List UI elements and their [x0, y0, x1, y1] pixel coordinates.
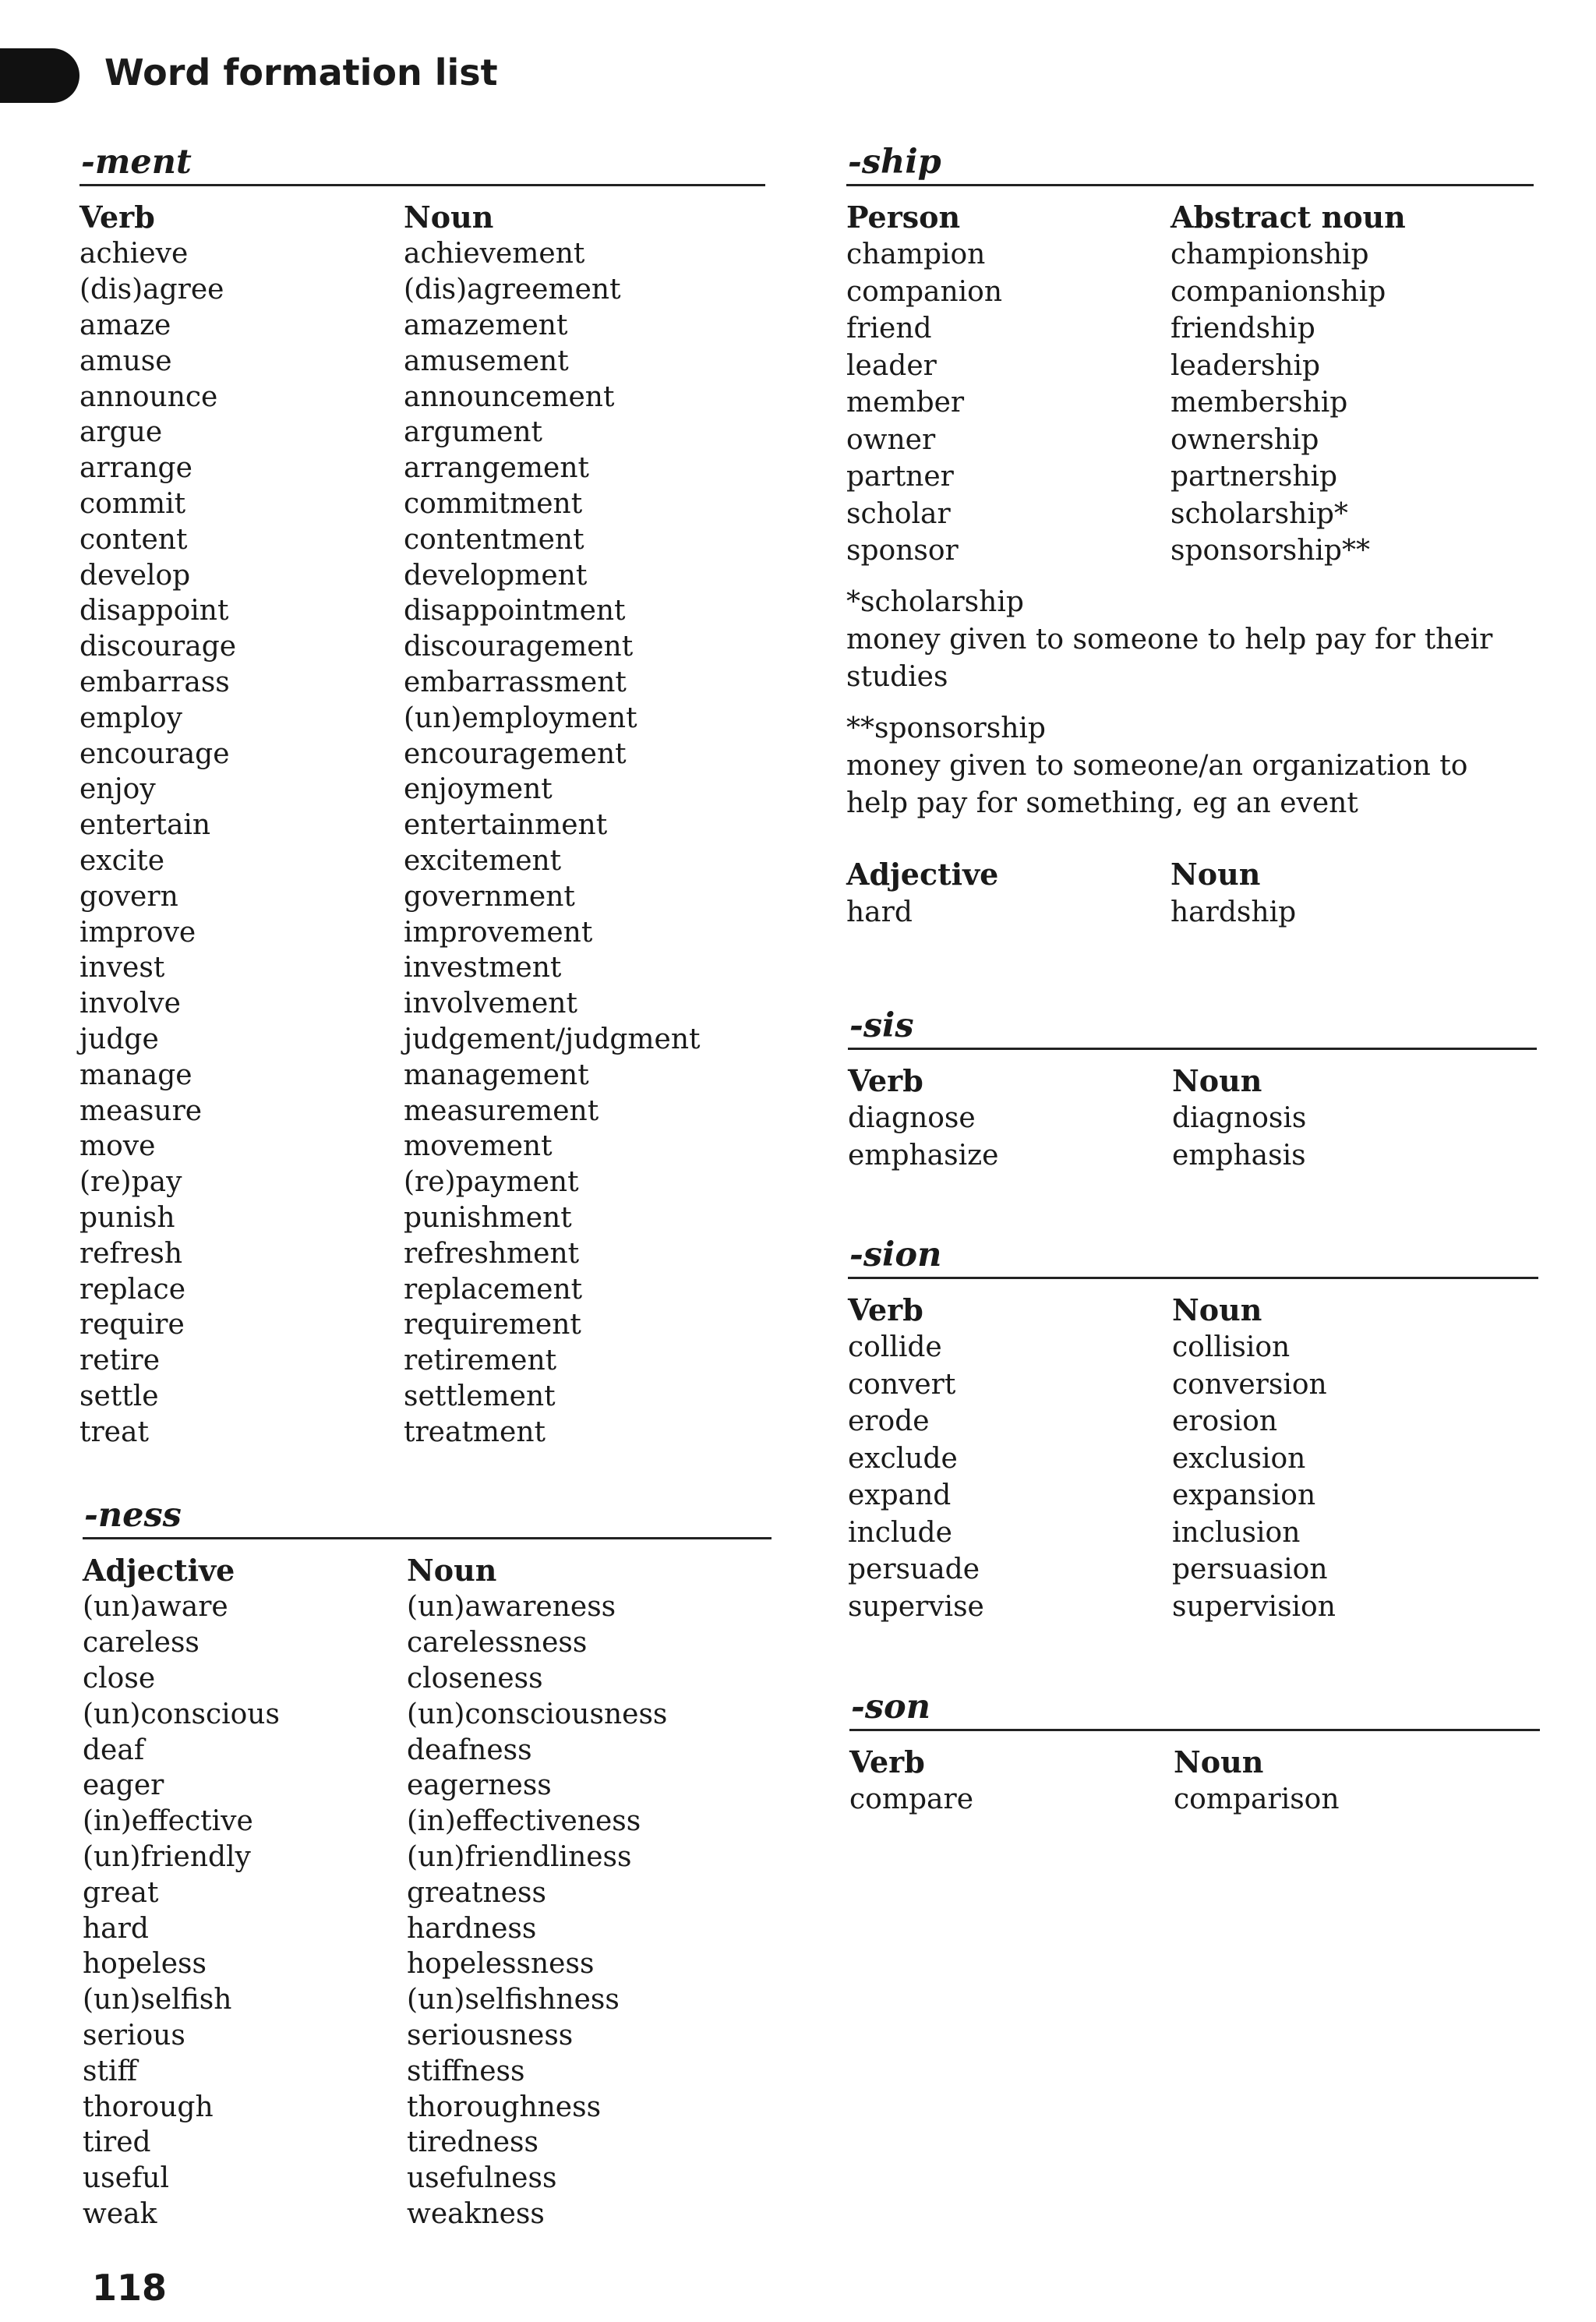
word-row	[83, 1661, 772, 1697]
section-title: -ness	[84, 1496, 182, 1535]
word-row	[79, 272, 765, 308]
word-row	[848, 1329, 1538, 1366]
base-word: enjoy	[79, 773, 156, 806]
derived-word: thoroughness	[407, 2091, 602, 2123]
word-row	[79, 236, 765, 272]
base-word: champion	[846, 239, 986, 271]
derived-word: friendship	[1171, 313, 1315, 345]
base-word: replace	[79, 1273, 186, 1306]
derived-word: supervision	[1172, 1590, 1336, 1623]
base-word: companion	[846, 275, 1003, 308]
word-list	[848, 1329, 1538, 1625]
word-row	[79, 1057, 765, 1093]
word-row	[79, 736, 765, 772]
base-word: supervise	[848, 1590, 984, 1623]
section-title: -sis	[849, 1006, 914, 1045]
base-word: persuade	[848, 1553, 980, 1586]
derived-word: emphasis	[1172, 1139, 1306, 1172]
section-rule	[79, 184, 765, 186]
word-row	[79, 308, 765, 344]
base-word: stiff	[83, 2055, 138, 2087]
derived-word: requirement	[404, 1309, 581, 1341]
derived-word: greatness	[407, 1876, 546, 1909]
base-word: (un)aware	[83, 1591, 228, 1624]
base-word: require	[79, 1309, 185, 1341]
word-row	[846, 348, 1534, 385]
word-row	[846, 310, 1534, 348]
word-row	[848, 1403, 1538, 1440]
word-row	[79, 950, 765, 986]
footnote-label: **sponsorship	[846, 712, 1046, 744]
base-word: weak	[83, 2197, 157, 2230]
word-row	[848, 1100, 1537, 1137]
base-word: thorough	[83, 2091, 214, 2123]
word-list	[848, 1100, 1537, 1174]
base-word: measure	[79, 1094, 203, 1127]
base-word: (un)selfish	[83, 1984, 232, 2016]
section-son	[849, 1687, 1540, 1818]
base-word: tired	[83, 2126, 151, 2159]
base-word: govern	[79, 880, 178, 913]
section-ship	[846, 142, 1534, 931]
derived-word: punishment	[404, 1201, 572, 1234]
derived-word: improvement	[404, 916, 593, 949]
word-row	[79, 986, 765, 1022]
column-header: Adjective	[846, 857, 999, 892]
derived-word: enjoyment	[404, 773, 553, 806]
word-row	[79, 808, 765, 843]
word-row	[79, 486, 765, 522]
base-word: move	[79, 1130, 156, 1163]
section-rule	[848, 1277, 1538, 1279]
base-word: manage	[79, 1059, 192, 1091]
derived-word: disappointment	[404, 595, 626, 627]
derived-word: collision	[1172, 1331, 1291, 1364]
derived-word: hopelessness	[407, 1948, 595, 1981]
base-word: hopeless	[83, 1948, 207, 1981]
base-word: develop	[79, 559, 191, 592]
base-word: owner	[846, 423, 936, 456]
derived-word: (un)awareness	[407, 1591, 616, 1624]
word-row	[79, 343, 765, 379]
base-word: retire	[79, 1345, 161, 1377]
word-row	[79, 772, 765, 808]
derived-word: judgement/judgment	[404, 1023, 701, 1055]
base-word: careless	[83, 1627, 200, 1659]
base-word: announce	[79, 380, 218, 413]
word-row	[848, 1477, 1538, 1514]
word-list	[846, 236, 1534, 570]
column-headers	[849, 1742, 1540, 1781]
base-word: (re)pay	[79, 1166, 182, 1199]
base-word: leader	[846, 349, 937, 382]
word-row	[83, 1804, 772, 1840]
derived-word: tiredness	[407, 2126, 538, 2159]
derived-word: hardness	[407, 1912, 537, 1945]
section-title: -son	[851, 1688, 930, 1726]
base-word: achieve	[79, 238, 189, 270]
base-word: exclude	[848, 1442, 958, 1475]
base-word: involve	[79, 988, 181, 1020]
derived-word: (un)selfishness	[407, 1984, 620, 2016]
derived-word: embarrassment	[404, 666, 627, 698]
word-row	[79, 914, 765, 950]
derived-word: replacement	[404, 1273, 583, 1306]
base-word: amuse	[79, 345, 172, 377]
word-row	[79, 665, 765, 701]
derived-word: entertainment	[404, 809, 608, 842]
section-ment	[79, 142, 765, 1450]
section-rule	[848, 1048, 1537, 1050]
word-row	[83, 2018, 772, 2054]
derived-word: involvement	[404, 988, 577, 1020]
base-word: discourage	[79, 631, 237, 663]
column-headers	[83, 1550, 772, 1589]
word-row	[846, 894, 1534, 931]
base-word: friend	[846, 313, 932, 345]
section-title: -ment	[81, 143, 192, 182]
base-word: convert	[848, 1368, 956, 1401]
base-word: useful	[83, 2162, 169, 2195]
word-list	[849, 1781, 1540, 1818]
word-row	[83, 1840, 772, 1875]
word-row	[79, 1022, 765, 1058]
footnote-text: money given to someone/an organization to help pay for something, eg an event	[846, 749, 1468, 819]
base-word: argue	[79, 416, 163, 449]
base-word: excite	[79, 844, 165, 877]
base-word: great	[83, 1876, 159, 1909]
section-ness	[83, 1495, 772, 2232]
derived-word: encouragement	[404, 737, 627, 770]
base-word: arrange	[79, 452, 192, 485]
word-row	[848, 1137, 1537, 1175]
derived-word: announcement	[404, 380, 615, 413]
derived-word: erosion	[1172, 1405, 1278, 1438]
derived-word: (dis)agreement	[404, 274, 621, 306]
derived-word: measurement	[404, 1094, 599, 1127]
column-header: Noun	[407, 1552, 497, 1588]
word-row	[79, 415, 765, 451]
word-row	[79, 451, 765, 486]
word-row	[83, 1625, 772, 1661]
column-header: Verb	[79, 199, 155, 235]
derived-word: excitement	[404, 844, 562, 877]
derived-word: seriousness	[407, 2019, 574, 2052]
derived-word: commitment	[404, 487, 583, 520]
base-word: entertain	[79, 809, 211, 842]
page-title: Word formation list	[104, 51, 498, 94]
word-row	[79, 700, 765, 736]
column-headers	[79, 197, 765, 236]
column-header: Noun	[1172, 1062, 1262, 1098]
base-word: judge	[79, 1023, 159, 1055]
base-word: content	[79, 523, 188, 556]
derived-word: management	[404, 1059, 589, 1091]
base-word: (dis)agree	[79, 274, 224, 306]
derived-word: hardship	[1171, 896, 1297, 928]
word-row	[79, 1271, 765, 1307]
footnote-label: *scholarship	[846, 585, 1024, 618]
derived-word: expansion	[1172, 1479, 1316, 1512]
word-row	[79, 629, 765, 665]
section-rule	[846, 184, 1534, 186]
derived-word: (in)effectiveness	[407, 1805, 641, 1838]
column-header: Noun	[404, 199, 494, 235]
base-word: member	[846, 387, 965, 419]
base-word: collide	[848, 1331, 942, 1364]
derived-word: closeness	[407, 1662, 543, 1695]
word-row	[83, 2053, 772, 2089]
word-row	[848, 1514, 1538, 1552]
base-word: (in)effective	[83, 1805, 253, 1838]
column-headers	[848, 1290, 1538, 1329]
footnote-sponsorship	[846, 710, 1534, 822]
derived-word: treatment	[404, 1415, 546, 1448]
derived-word: movement	[404, 1130, 553, 1163]
column-header: Verb	[848, 1062, 923, 1098]
derived-word: deafness	[407, 1734, 532, 1766]
word-row	[79, 1200, 765, 1236]
word-row	[846, 422, 1534, 459]
base-word: include	[848, 1516, 952, 1549]
word-list	[83, 1589, 772, 2232]
word-row	[83, 1910, 772, 1946]
word-row	[846, 458, 1534, 496]
base-word: partner	[846, 461, 954, 493]
word-row	[83, 1982, 772, 2018]
word-row	[83, 2161, 772, 2197]
base-word: deaf	[83, 1734, 145, 1766]
section-rule	[849, 1729, 1540, 1731]
word-row	[83, 2197, 772, 2232]
derived-word: retirement	[404, 1345, 557, 1377]
derived-word: partnership	[1171, 461, 1338, 493]
word-row	[83, 1589, 772, 1625]
derived-word: government	[404, 880, 575, 913]
column-header: Verb	[849, 1744, 925, 1779]
base-word: hard	[846, 896, 913, 928]
word-row	[846, 274, 1534, 311]
word-row	[79, 557, 765, 593]
footnote-scholarship	[846, 584, 1534, 696]
base-word: eager	[83, 1769, 164, 1802]
column-header: Abstract noun	[1171, 199, 1406, 235]
base-word: amaze	[79, 309, 171, 341]
base-word: emphasize	[848, 1139, 999, 1172]
base-word: expand	[848, 1479, 952, 1512]
derived-word: persuasion	[1172, 1553, 1328, 1586]
column-header: Noun	[1174, 1744, 1264, 1779]
derived-word: amazement	[404, 309, 568, 341]
base-word: improve	[79, 916, 196, 949]
derived-word: investment	[404, 952, 562, 984]
derived-word: settlement	[404, 1380, 556, 1412]
section-sion	[848, 1235, 1538, 1625]
column-header: Verb	[848, 1292, 923, 1327]
base-word: (un)friendly	[83, 1840, 251, 1873]
word-row	[846, 532, 1534, 570]
derived-word: inclusion	[1172, 1516, 1301, 1549]
word-row	[83, 2089, 772, 2125]
base-word: serious	[83, 2019, 185, 2052]
word-row	[83, 1946, 772, 1982]
derived-word: usefulness	[407, 2162, 557, 2195]
base-word: compare	[849, 1783, 973, 1816]
base-word: sponsor	[846, 535, 959, 567]
column-header: Noun	[1171, 857, 1261, 892]
base-word: disappoint	[79, 595, 229, 627]
derived-word: weakness	[407, 2197, 545, 2230]
column-headers	[846, 855, 1534, 894]
base-word: embarrass	[79, 666, 230, 698]
word-row	[79, 1093, 765, 1129]
word-row	[79, 593, 765, 629]
derived-word: diagnosis	[1172, 1102, 1307, 1135]
word-row	[79, 1379, 765, 1415]
word-row	[846, 236, 1534, 274]
word-row	[83, 1732, 772, 1768]
base-word: hard	[83, 1912, 149, 1945]
derived-word: arrangement	[404, 452, 589, 485]
word-row	[79, 379, 765, 415]
word-row	[79, 878, 765, 914]
word-row	[848, 1440, 1538, 1478]
word-row	[79, 521, 765, 557]
word-row	[848, 1589, 1538, 1626]
derived-word: championship	[1171, 239, 1369, 271]
derived-word: contentment	[404, 523, 584, 556]
word-row	[846, 496, 1534, 533]
derived-word: exclusion	[1172, 1442, 1306, 1475]
section-rule	[83, 1537, 772, 1539]
word-row	[849, 1781, 1540, 1818]
column-header: Noun	[1172, 1292, 1262, 1327]
word-row	[83, 1696, 772, 1732]
base-word: diagnose	[848, 1102, 976, 1135]
column-header: Person	[846, 199, 961, 235]
derived-word: (re)payment	[404, 1166, 579, 1199]
base-word: erode	[848, 1405, 930, 1438]
header-tab-marker	[0, 48, 79, 103]
word-row	[846, 384, 1534, 422]
derived-word: conversion	[1172, 1368, 1327, 1401]
derived-word: refreshment	[404, 1237, 580, 1270]
base-word: settle	[79, 1380, 159, 1412]
derived-word: stiffness	[407, 2055, 525, 2087]
column-headers	[846, 197, 1534, 236]
derived-word: membership	[1171, 387, 1348, 419]
derived-word: amusement	[404, 345, 569, 377]
word-row	[848, 1551, 1538, 1589]
derived-word: carelessness	[407, 1627, 588, 1659]
derived-word: argument	[404, 416, 542, 449]
derived-word: comparison	[1174, 1783, 1340, 1816]
word-row	[79, 1129, 765, 1165]
word-list	[79, 236, 765, 1450]
section-title: -ship	[848, 143, 941, 182]
word-row	[79, 1235, 765, 1271]
word-row	[83, 2125, 772, 2161]
base-word: scholar	[846, 497, 951, 530]
word-row	[83, 1768, 772, 1804]
column-headers	[848, 1061, 1537, 1100]
derived-word: companionship	[1171, 275, 1386, 308]
derived-word: (un)friendliness	[407, 1840, 632, 1873]
derived-word: leadership	[1171, 349, 1321, 382]
derived-word: discouragement	[404, 631, 634, 663]
base-word: treat	[79, 1415, 149, 1448]
base-word: employ	[79, 702, 183, 734]
derived-word: development	[404, 559, 588, 592]
word-list	[846, 894, 1534, 931]
derived-word: achievement	[404, 238, 585, 270]
base-word: invest	[79, 952, 165, 984]
derived-word: (un)employment	[404, 702, 637, 734]
word-row	[79, 1414, 765, 1450]
word-row	[79, 1165, 765, 1200]
base-word: close	[83, 1662, 156, 1695]
derived-word: sponsorship**	[1171, 535, 1370, 567]
footnote-text: money given to someone to help pay for their studies	[846, 623, 1493, 693]
derived-word: ownership	[1171, 423, 1319, 456]
column-header: Adjective	[83, 1552, 235, 1588]
word-row	[848, 1366, 1538, 1404]
page-number: 118	[92, 2267, 168, 2309]
base-word: encourage	[79, 737, 230, 770]
derived-word: eagerness	[407, 1769, 552, 1802]
section-sis	[848, 1005, 1537, 1174]
base-word: (un)conscious	[83, 1698, 280, 1730]
section-title: -sion	[849, 1235, 942, 1274]
word-row	[79, 1307, 765, 1343]
base-word: punish	[79, 1201, 175, 1234]
derived-word: scholarship*	[1171, 497, 1348, 530]
derived-word: (un)consciousness	[407, 1698, 668, 1730]
word-row	[79, 1343, 765, 1379]
base-word: refresh	[79, 1237, 183, 1270]
word-row	[83, 1875, 772, 1910]
word-row	[79, 843, 765, 879]
base-word: commit	[79, 487, 186, 520]
